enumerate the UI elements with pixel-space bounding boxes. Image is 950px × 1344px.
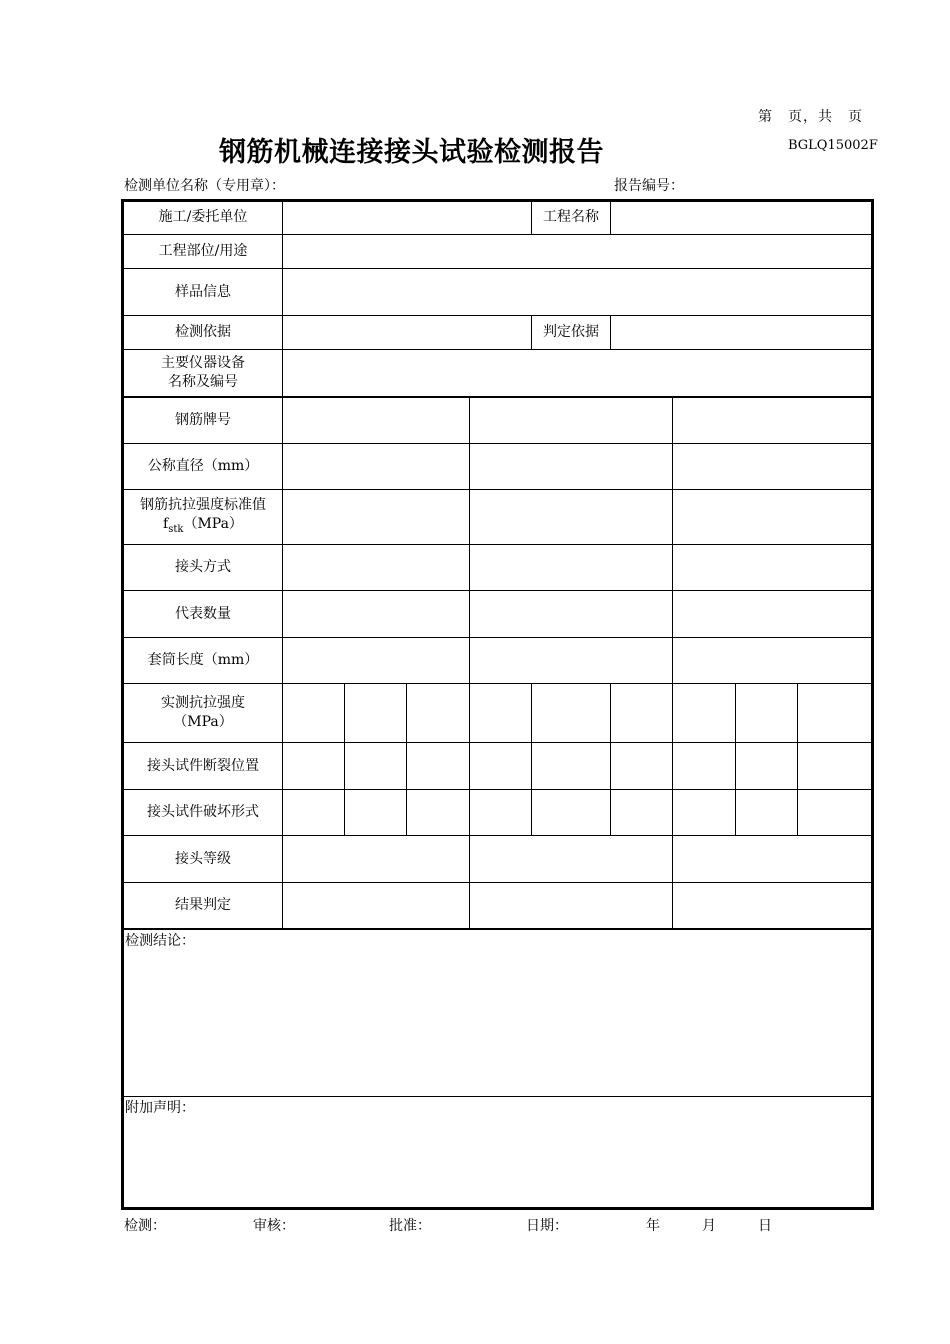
test-basis-label: 检测依据 xyxy=(175,324,231,340)
reviewer-label: 审核： xyxy=(253,1218,295,1234)
equipment-label-line2: 名称及编号 xyxy=(168,374,238,390)
failure-mode-label: 接头试件破坏形式 xyxy=(147,804,259,820)
sleeve-length-label: 套筒长度（mm） xyxy=(147,652,259,668)
sub-col-divider xyxy=(610,683,611,835)
day-label: 日 xyxy=(758,1218,772,1234)
row-divider xyxy=(121,928,874,930)
standard-strength-unit: （MPa） xyxy=(183,515,243,532)
project-name-label: 工程名称 xyxy=(543,209,599,225)
standard-strength-subscript: stk xyxy=(168,523,184,535)
standard-strength-line2 xyxy=(163,515,243,539)
fracture-position-label: 接头试件断裂位置 xyxy=(147,757,259,774)
year-label: 年 xyxy=(646,1218,660,1234)
month-label: 月 xyxy=(702,1218,716,1234)
testing-unit-label: 检测单位名称（专用章）： xyxy=(124,178,285,194)
sub-col-divider xyxy=(344,683,345,835)
standard-strength-symbol: f xyxy=(163,515,169,532)
label-column-divider xyxy=(282,199,283,928)
result-label: 结果判定 xyxy=(175,897,231,913)
equipment-label-line1: 主要仪器设备 xyxy=(161,355,245,371)
conclusion-label: 检测结论： xyxy=(125,933,195,949)
sample-info-label: 样品信息 xyxy=(175,283,231,300)
sub-col-divider xyxy=(406,683,407,835)
measured-strength-label xyxy=(124,684,282,742)
approver-label: 批准： xyxy=(389,1218,431,1234)
nominal-diameter-label: 公称直径（mm） xyxy=(147,458,259,474)
group-divider xyxy=(469,396,470,928)
col-divider xyxy=(610,315,611,349)
report-title: 钢筋机械连接接头试验检测报告 xyxy=(219,137,604,168)
standard-strength-line1: 钢筋抗拉强度标准值 xyxy=(140,496,266,513)
page-info: 第 页，共 页 xyxy=(758,109,863,125)
client-label: 施工/委托单位 xyxy=(158,209,248,225)
date-label: 日期： xyxy=(526,1218,568,1234)
steel-grade-label: 钢筋牌号 xyxy=(175,412,231,428)
report-number-label: 报告编号： xyxy=(614,178,684,194)
measured-strength-line1: 实测抗拉强度 xyxy=(161,695,245,711)
measured-strength-line2: （MPa） xyxy=(173,714,233,730)
sub-col-divider xyxy=(735,683,736,835)
judge-basis-label: 判定依据 xyxy=(543,324,599,340)
standard-strength-label xyxy=(124,490,282,544)
equipment-label xyxy=(124,350,282,396)
quantity-label: 代表数量 xyxy=(175,605,231,622)
group-divider xyxy=(672,396,673,928)
part-use-label: 工程部位/用途 xyxy=(158,243,248,259)
col-divider xyxy=(610,199,611,234)
joint-grade-label: 接头等级 xyxy=(175,850,231,867)
joint-method-label: 接头方式 xyxy=(175,559,231,575)
form-code: BGLQ15002F xyxy=(788,138,878,153)
row-divider xyxy=(121,1096,874,1097)
sub-col-divider xyxy=(531,683,532,835)
tester-label: 检测： xyxy=(124,1218,166,1234)
statement-label: 附加声明： xyxy=(125,1100,195,1116)
sub-col-divider xyxy=(797,683,798,835)
